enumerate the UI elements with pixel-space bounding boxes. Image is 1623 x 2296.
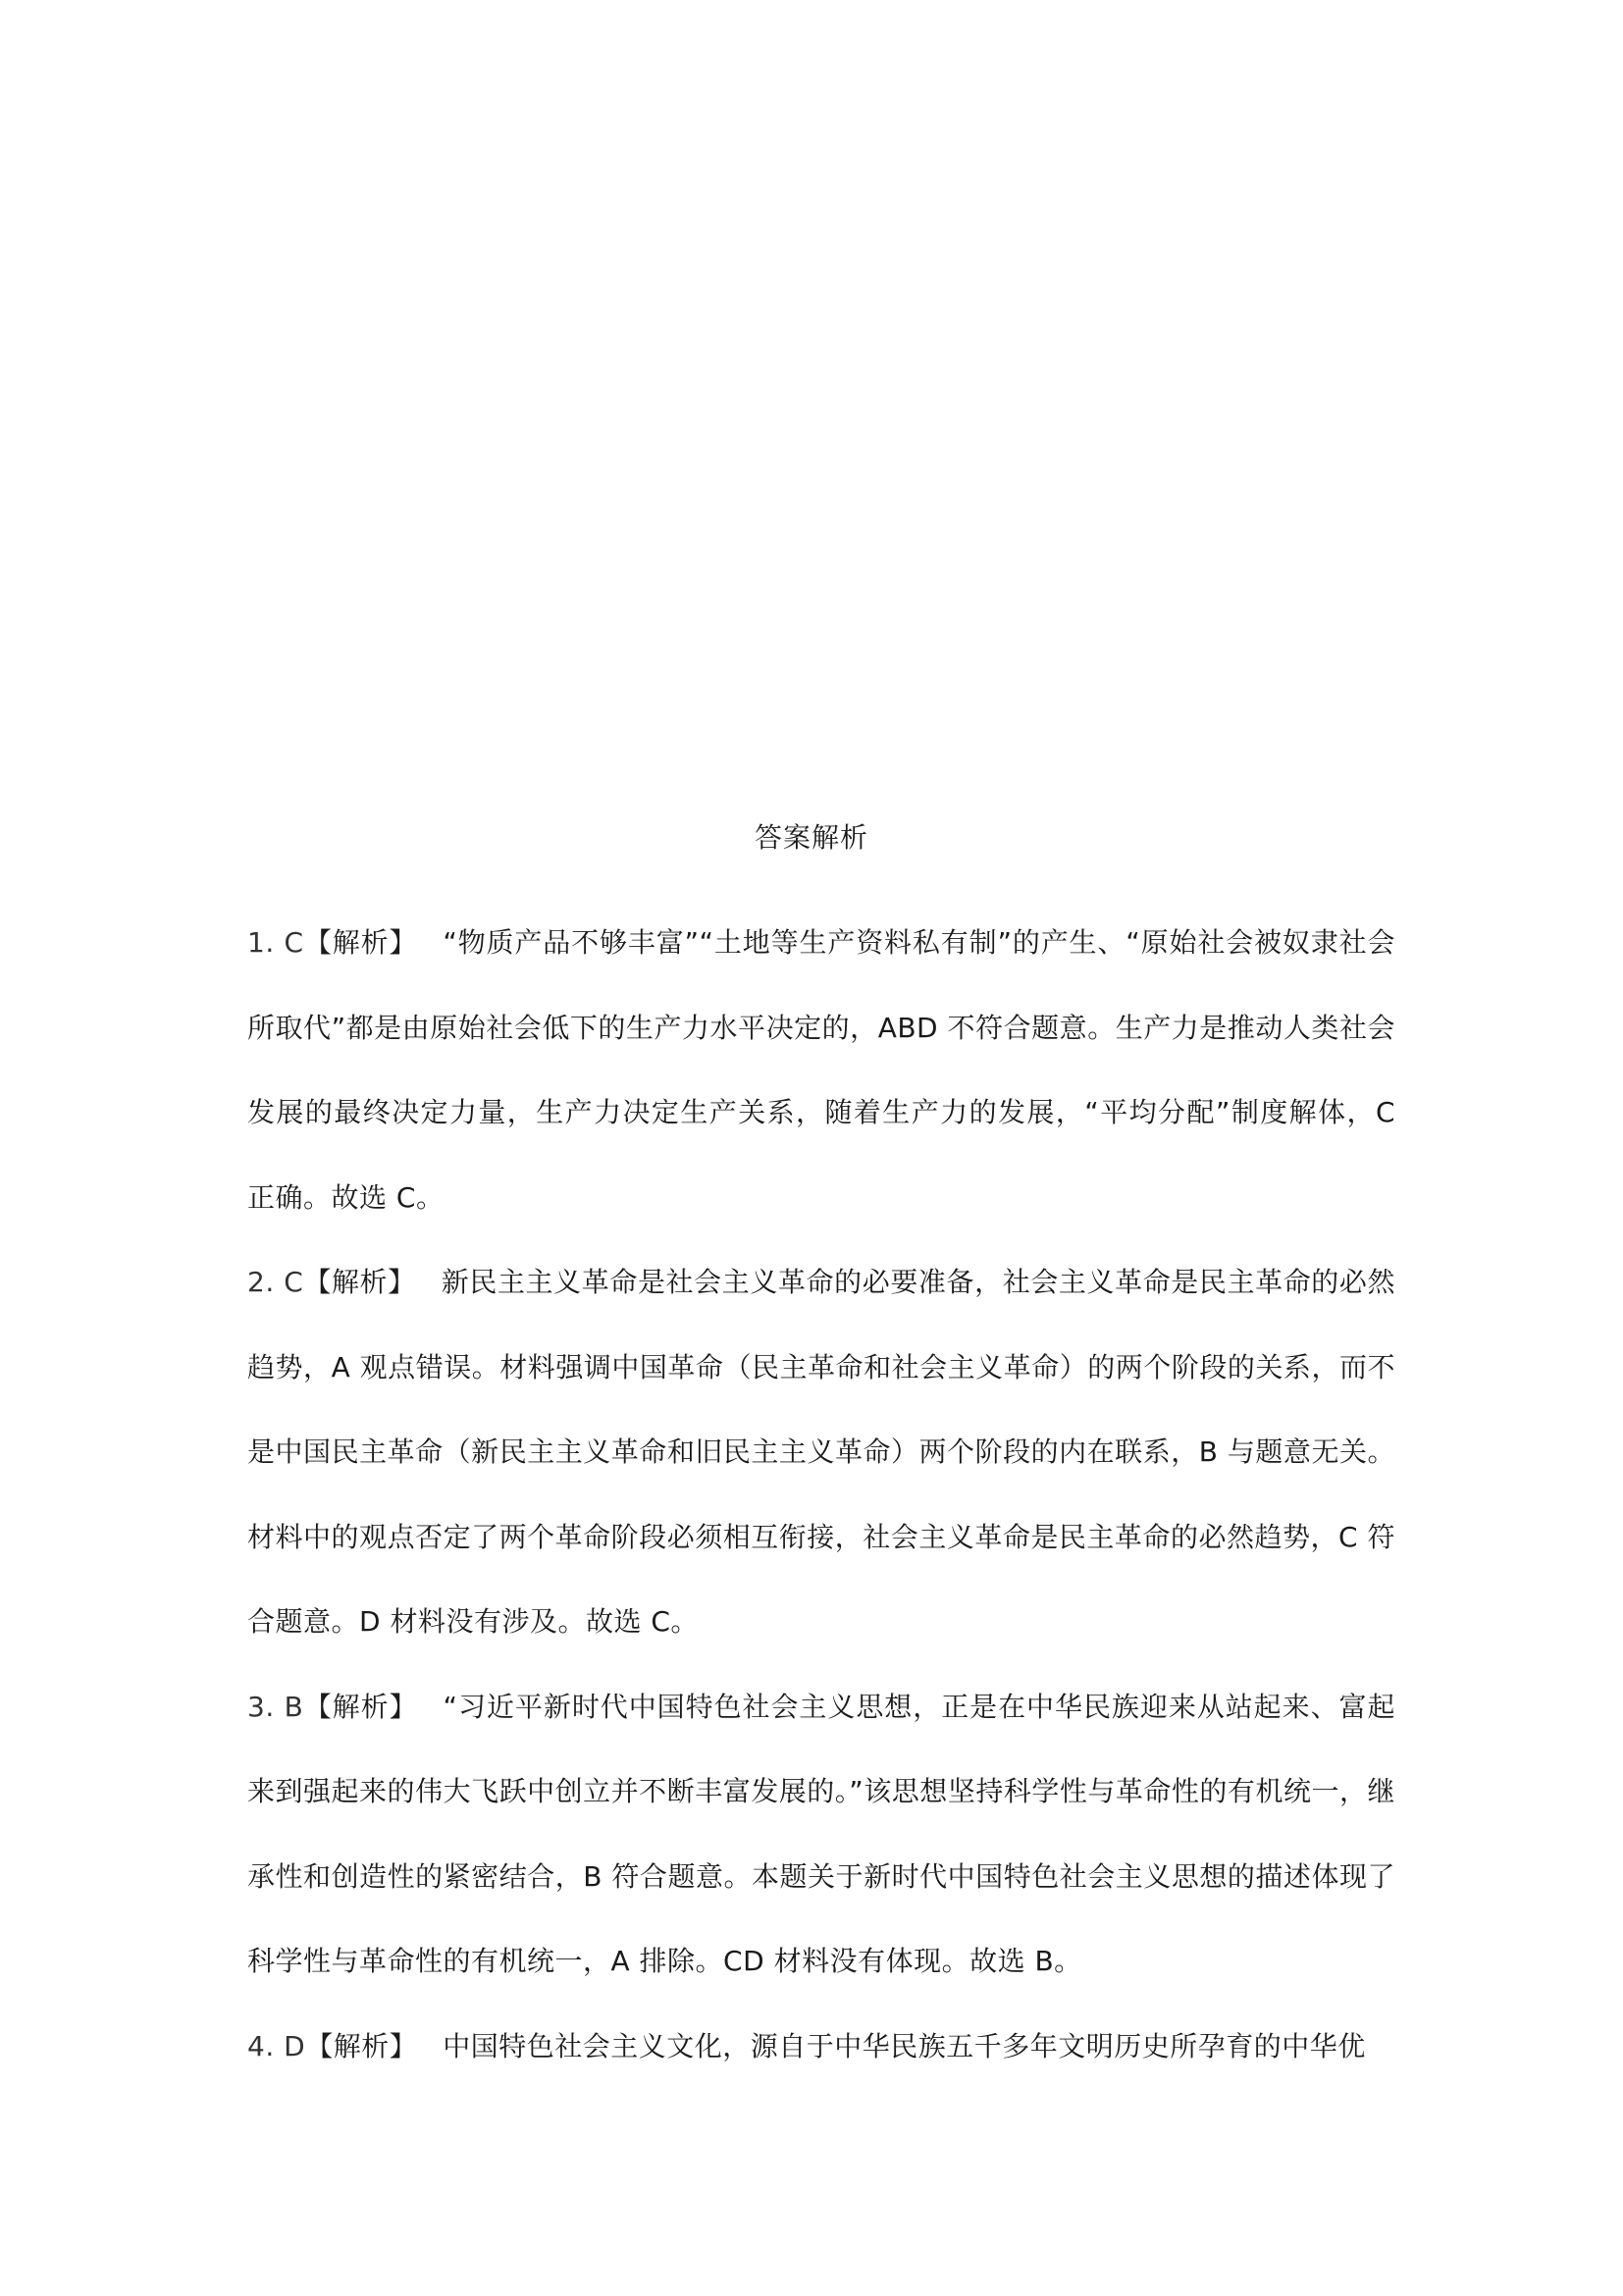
answer-number: 4. D	[247, 2029, 306, 2062]
answer-text: “物质产品不够丰富”“土地等生产资料私有制”的产生、“原始社会被奴隶社会所取代”都是由原始社会低下的生产力水平决定的，ABD 不符合题意。生产力是推动人类社会发展的最终决定力量，生产力决定生产关系，随着生产力的发展，“平均分配”制度解体，C 正确。故选 C。	[247, 926, 1395, 1214]
page-title: 答案解析	[754, 821, 868, 854]
answer-number: 3. B	[247, 1690, 304, 1723]
answer-item-2	[247, 1240, 1395, 1665]
analysis-tag: 【解析】	[305, 2029, 418, 2062]
answer-number: 1. C	[247, 926, 304, 959]
answer-item-3	[247, 1665, 1395, 2005]
answer-number: 2. C	[247, 1266, 304, 1298]
answer-item-1	[247, 901, 1395, 1240]
answer-item-4	[247, 2005, 1395, 2090]
answer-text: 中国特色社会主义文化，源自于中华民族五千多年文明历史所孕育的中华优	[443, 2029, 1366, 2062]
answer-list	[247, 901, 1395, 2089]
answer-text: “习近平新时代中国特色社会主义思想，正是在中华民族迎来从站起来、富起来到强起来的伟大飞跃中创立并不断丰富发展的。”该思想坚持科学性与革命性的有机统一，继承性和创造性的紧密结合，B 符合题意。本题关于新时代中国特色社会主义思想的描述体现了科学性与革命性的有机统一，A 排除。CD 材料没有体现。故选 B。	[247, 1690, 1395, 1977]
analysis-tag: 【解析】	[303, 926, 418, 959]
answer-text: 新民主主义革命是社会主义革命的必要准备，社会主义革命是民主革命的必然趋势，A 观点错误。材料强调中国革命（民主革命和社会主义革命）的两个阶段的关系，而不是中国民主革命（新民主主义革命和旧民主主义革命）两个阶段的内在联系，B 与题意无关。材料中的观点否定了两个革命阶段必须相互衔接，社会主义革命是民主革命的必然趋势，C 符合题意。D 材料没有涉及。故选 C。	[247, 1266, 1395, 1638]
analysis-tag: 【解析】	[303, 1266, 416, 1298]
analysis-tag: 【解析】	[303, 1690, 418, 1723]
